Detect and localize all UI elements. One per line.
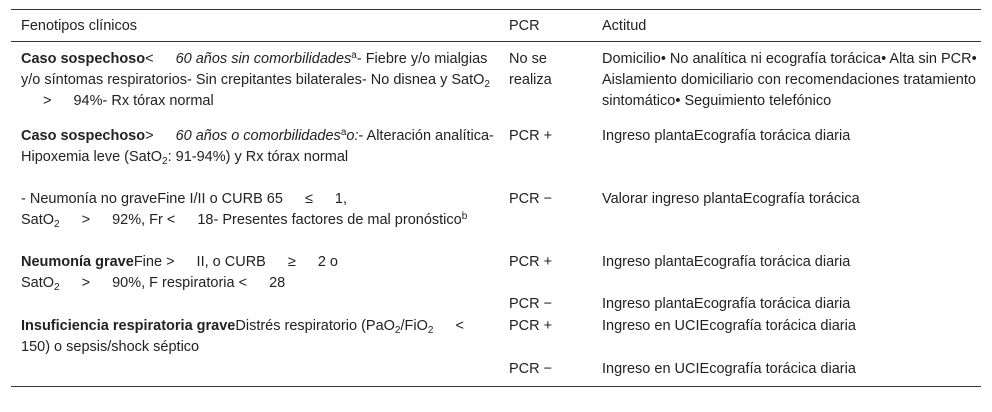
- phenotype-cell: - Neumonía no graveFine I/II o CURB 65 ≤ 1, SatO$_2$ > 92%, Fr < 18- Presentes factores de mal pronóstico$^b$: [21, 191, 468, 230]
- pcr-cell: PCR +: [509, 128, 553, 144]
- action-cell: Ingreso plantaEcografía torácica diaria: [602, 254, 851, 270]
- action-cell: Ingreso plantaEcografía torácica diaria: [602, 128, 851, 144]
- table-row: [11, 316, 981, 359]
- table-row: [11, 126, 981, 189]
- header-action: Actitud: [602, 17, 647, 34]
- action-cell: Ingreso en UCIEcografía torácica diaria: [602, 318, 856, 334]
- table-row: [11, 42, 981, 127]
- phenotype-cell: [11, 294, 499, 316]
- pcr-cell: PCR +: [509, 318, 553, 334]
- pcr-cell: PCR −: [509, 296, 553, 312]
- pcr-cell: PCR −: [509, 361, 553, 377]
- table-row: [11, 252, 981, 294]
- phenotype-cell: [11, 359, 499, 387]
- header-pcr: PCR: [509, 17, 540, 34]
- table-header-row: [11, 10, 981, 42]
- phenotype-cell: Neumonía graveFine > II, o CURB ≥ 2 o SatO$_2$ > 90%, F respiratoria < 28: [21, 254, 338, 293]
- table-row: [11, 359, 981, 387]
- action-cell: Ingreso en UCIEcografía torácica diaria: [602, 361, 856, 377]
- pcr-cell: PCR −: [509, 191, 553, 207]
- action-cell: Valorar ingreso plantaEcografía torácica: [602, 191, 860, 207]
- clinical-phenotypes-table: [11, 9, 981, 387]
- action-cell: Domicilio• No analítica ni ecografía torácica• Alta sin PCR• Aislamiento domiciliario con recomendaciones tratamiento sintomático• Seguimiento telefónico: [602, 51, 977, 109]
- phenotype-cell: Caso sospechoso> 60 años o comorbilidades$^a$o:- Alteración analítica- Hipoxemia leve (SatO$_2$: 91-94%) y Rx tórax normal: [21, 127, 494, 167]
- pcr-cell: PCR +: [509, 254, 553, 270]
- pcr-cell: No se realiza: [509, 51, 552, 88]
- phenotype-cell: Insuficiencia respiratoria graveDistrés respiratorio (PaO$_2$/FiO$_2$ <150) o sepsis/shock séptico: [21, 318, 464, 355]
- table-row: [11, 294, 981, 316]
- header-phenotypes: Fenotipos clínicos: [21, 17, 138, 34]
- phenotype-cell: Caso sospechoso< 60 años sin comorbilidades$^a$- Fiebre y/o mialgias y/o síntomas respiratorios- Sin crepitantes bilaterales- No disnea y SatO$_2$> 94%- Rx tórax normal: [21, 50, 490, 109]
- table-row: [11, 189, 981, 252]
- action-cell: Ingreso plantaEcografía torácica diaria: [602, 296, 851, 312]
